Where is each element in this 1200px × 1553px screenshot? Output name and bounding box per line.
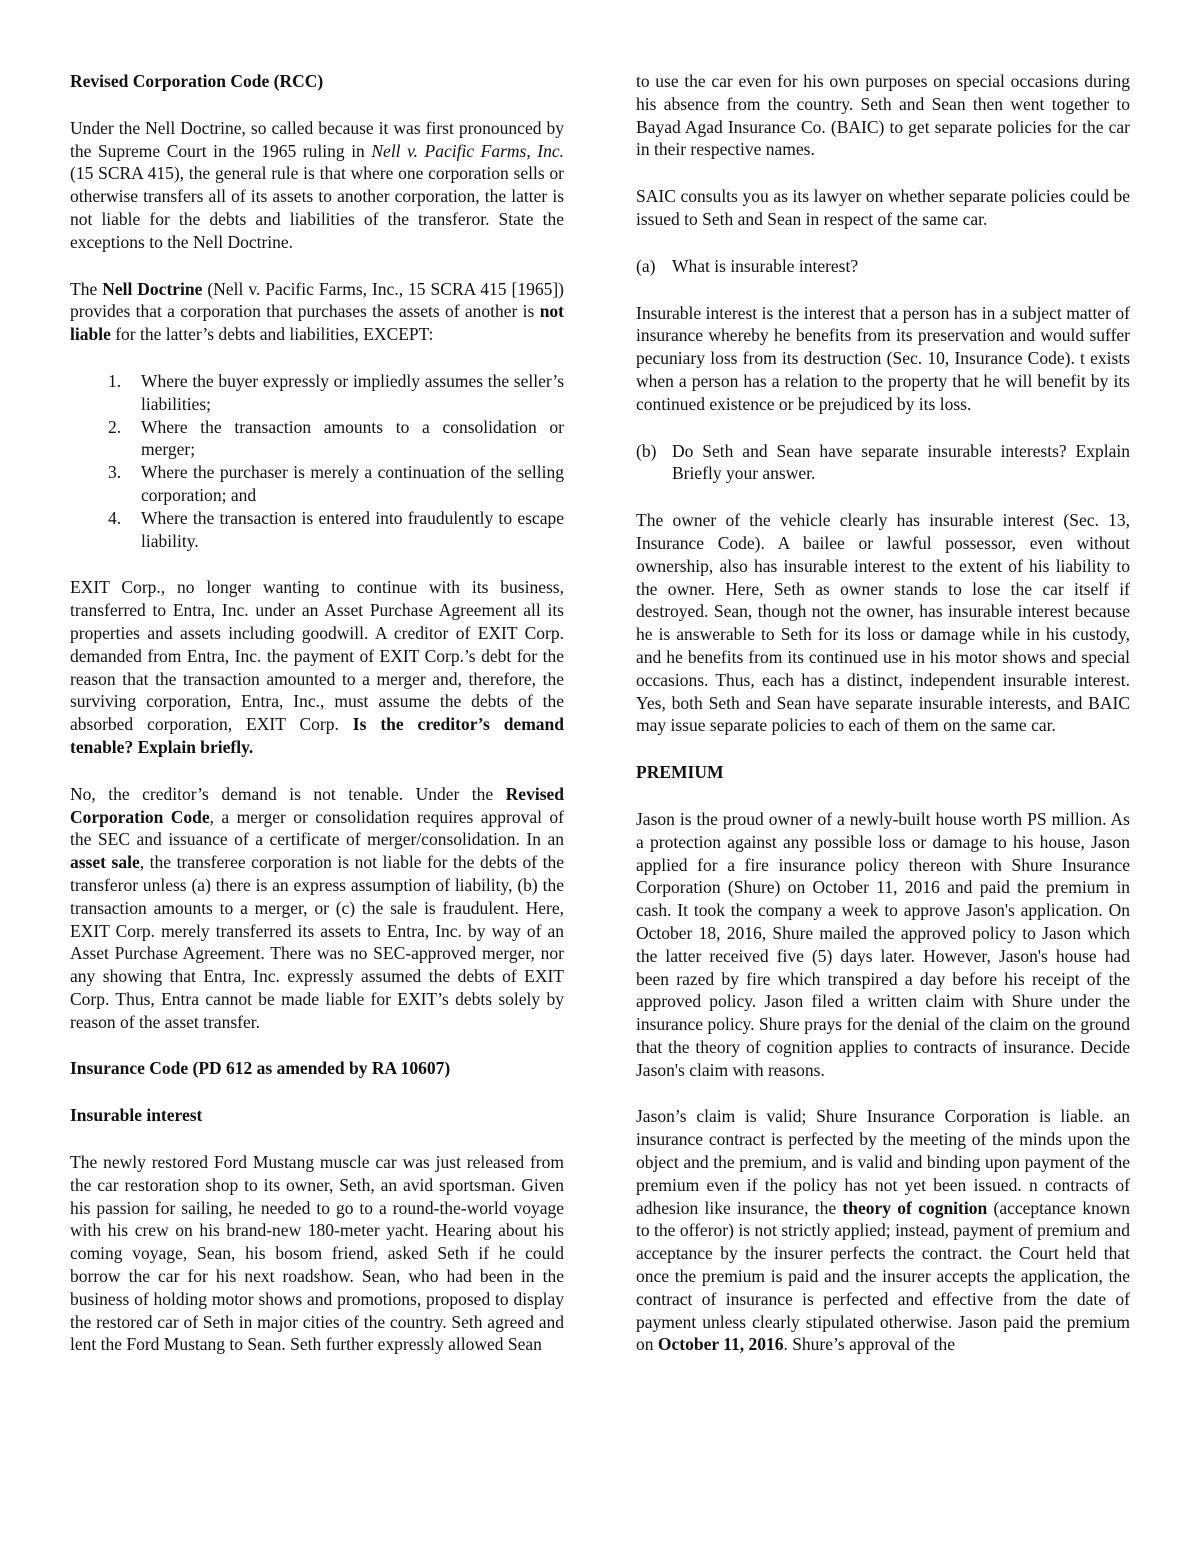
exceptions-list bbox=[70, 370, 564, 552]
question-jason-house: Jason is the proud owner of a newly-built house worth PS million. As a protection against any possible loss or damage to his house, Jason applied for a fire insurance policy thereon with Shure Insurance Corporation (Shure) on October 11, 2016 and paid the premium in cash. It took the company a week to approve Jason's application. On October 18, 2016, Shure mailed the approved policy to Jason which the latter received five (5) days later. However, Jason's house had been razed by fire which transpired a day before his receipt of the approved policy. Jason filed a written claim with Shure under the insurance policy. Shure prays for the denial of the claim on the ground that the theory of cognition applies to contracts of insurance. Decide Jason's claim with reasons. bbox=[636, 808, 1130, 1080]
answer-nell-doctrine: The Nell Doctrine (Nell v. Pacific Farms, Inc., 15 SCRA 415 [1965]) provides that a corporation that purchases the assets of another is not liable for the latter’s debts and liabilities, EXCEPT: bbox=[70, 278, 564, 345]
answer-exit-corp: No, the creditor’s demand is not tenable. Under the Revised Corporation Code, a merger or consolidation requires approval of the SEC and issuance of a certificate of merger/consolidation. In an asset sale, the transferee corporation is not liable for the debts of the transferor unless (a) there is an express assumption of liability, (b) the transaction amounts to a merger, or (c) the sale is fraudulent. Here, EXIT Corp. merely transferred its assets to Entra, Inc. by way of an Asset Purchase Agreement. There was no SEC-approved merger, nor any showing that Entra, Inc. expressly assumed the debts of EXIT Corp. Thus, Entra cannot be made liable for EXIT’s debts solely by reason of the asset transfer. bbox=[70, 783, 565, 1032]
right-column bbox=[636, 70, 1130, 1356]
answer-b: The owner of the vehicle clearly has insurable interest (Sec. 13, Insurance Code). A bailee or lawful possessor, even without ownership, also has insurable interest to the extent of his liability to the owner. Here, Seth as owner stands to lose the car itself if destroyed. Sean, though not the owner, has insurable interest because he is answerable to Seth for its loss or damage while in his custody, and he benefits from its continued use in his motor shows and special occasions. Thus, each has a distinct, independent insurable interest. Yes, both Seth and Sean have separate insurable interests, and BAIC may issue separate policies to each of them on the same car. bbox=[636, 510, 1130, 736]
list-item: 2. Where the transaction amounts to a consolidation or merger; bbox=[108, 416, 564, 460]
subquestion-b: (b) Do Seth and Sean have separate insurable interests? Explain Briefly your answer. bbox=[636, 440, 1130, 484]
question-ford-mustang: The newly restored Ford Mustang muscle car was just released from the car restoration shop to its owner, Seth, an avid sportsman. Given his passion for sailing, he needed to go to a round-the-world voyage with his crew on his brand-new 180-meter yacht. Hearing about his coming voyage, Sean, his bosom friend, asked Seth if he could borrow the car for his next roadshow. Sean, who had been in the business of holding motor shows and promotions, proposed to display the restored car of Seth in major cities of the country. Seth agreed and lent the Ford Mustang to Sean. Seth further expressly allowed Sean bbox=[70, 1152, 564, 1355]
list-item: 3. Where the purchaser is merely a continuation of the selling corporation; and bbox=[108, 462, 564, 505]
question-ford-mustang-continued: to use the car even for his own purposes on special occasions during his absence from the country. Seth and Sean then went together to Bayad Agad Insurance Co. (BAIC) to get separate policies for the car in their respective names. bbox=[636, 71, 1130, 160]
question-exit-corp: EXIT Corp., no longer wanting to continue with its business, transferred to Entra, Inc. under an Asset Purchase Agreement all its properties and assets including goodwill. A creditor of EXIT Corp. demanded from Entra, Inc. the payment of EXIT Corp.’s debt for the reason that the transaction amounted to a merger and, therefore, the surviving corporation, Entra, Inc., must assume the debts of the absorbed corporation, EXIT Corp. Is the creditor’s demand tenable? Explain briefly. bbox=[70, 577, 564, 757]
rcc-heading: Revised Corporation Code (RCC) bbox=[70, 71, 324, 91]
left-column bbox=[70, 70, 564, 1356]
case-citation: Nell v. Pacific Farms, Inc. bbox=[371, 140, 564, 161]
list-item: 1. Where the buyer expressly or impliedly assumes the seller’s liabilities; bbox=[108, 370, 564, 414]
insurance-code-heading: Insurance Code (PD 612 as amended by RA 10607) bbox=[70, 1058, 451, 1079]
question-nell-doctrine: Under the Nell Doctrine, so called because it was first pronounced by the Supreme Court in the 1965 ruling in Nell v. Pacific Farms, Inc. (15 SCRA 415), the general rule is that where one corporation sells or otherwise transfers all of its assets to another corporation, the latter is not liable for the debts and liabilities of the transferor. State the exceptions to the Nell Doctrine. bbox=[70, 117, 564, 252]
list-item: 4. Where the transaction is entered into fraudulently to escape liability. bbox=[108, 507, 564, 551]
saic-consult: SAIC consults you as its lawyer on whether separate policies could be issued to Seth and Sean in respect of the same car. bbox=[636, 186, 1130, 229]
subquestion-a: (a) What is insurable interest? bbox=[636, 255, 859, 276]
premium-heading: PREMIUM bbox=[636, 762, 724, 783]
answer-jason-house: Jason’s claim is valid; Shure Insurance Corporation is liable. an insurance contract is perfected by the meeting of the minds upon the object and the premium, and is valid and binding upon payment of the premium even if the policy has not yet been issued. n contracts of adhesion like insurance, the theory of cognition (acceptance known to the offeror) is not strictly applied; instead, payment of premium and acceptance by the insurer perfects the contract. the Court held that once the premium is paid and the insurer accepts the application, the contract of insurance is perfected and effective from the date of payment unless clearly stipulated otherwise. Jason paid the premium on October 11, 2016. Shure’s approval of the bbox=[636, 1106, 1130, 1355]
answer-a: Insurable interest is the interest that a person has in a subject matter of insurance whereby he benefits from its preservation and would suffer pecuniary loss from its destruction (Sec. 10, Insurance Code). t exists when a person has a relation to the property that he will benefit by its continued existence or be prejudiced by its loss. bbox=[636, 302, 1130, 414]
insurable-interest-heading: Insurable interest bbox=[70, 1105, 203, 1126]
